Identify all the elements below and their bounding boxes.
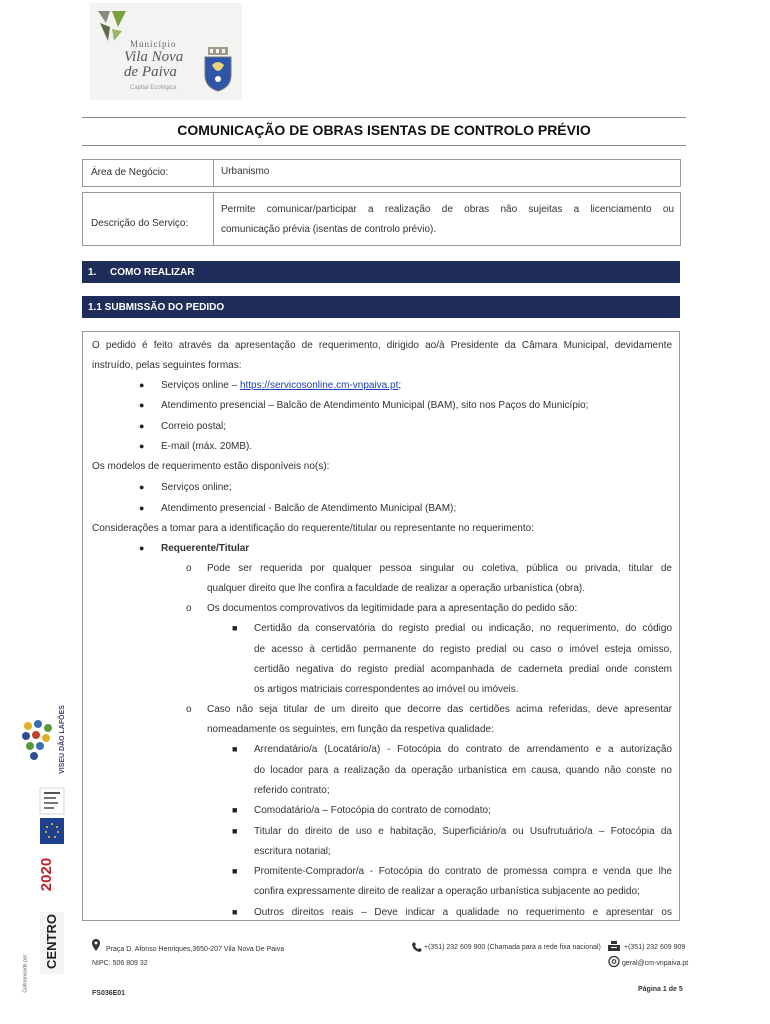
model-online: Serviços online;: [161, 482, 232, 493]
area-value: Urbanismo: [221, 166, 270, 177]
email-icon: [608, 956, 620, 967]
considerations-text: Considerações a tomar para a identificação do requerente/titular ou representante no requerimento:: [92, 523, 534, 534]
footer-fax: +(351) 232 609 909: [624, 944, 686, 951]
tit-line2: escritura notarial;: [254, 846, 331, 857]
circle-bullet-icon: o: [186, 603, 192, 614]
models-intro: Os modelos de requerimento estão disponíveis no(s):: [92, 461, 330, 472]
circle-bullet-icon: o: [186, 704, 192, 715]
square-bullet-icon: ■: [232, 866, 238, 876]
portugal-2020-logo: [40, 852, 64, 898]
bullet-icon: ●: [139, 482, 145, 492]
arr-line2: do locador para a realização da operação urbanística em causa, quando não conste no: [254, 765, 672, 776]
viseu-dao-lafoes-logo: [52, 705, 66, 774]
description-divider: [213, 193, 214, 245]
title-bottom-rule: [82, 145, 686, 146]
area-table: [82, 159, 681, 187]
portugal-2020-text: 2020: [38, 857, 56, 892]
outros-line1: Outros direitos reais – Deve indicar a qualidade no requerimento e apresentar os: [254, 907, 672, 918]
logo-text-vila-nova: Vila Nova de Paiva: [124, 49, 184, 80]
cert-line3: certidão negativa do registo predial acompanhada de caderneta predial onde constem: [254, 664, 672, 675]
logo-tagline: Capital Ecológica: [130, 85, 177, 91]
cert-line2: de acesso à certidão permanente do registo predial ou caso o imóvel esteja omisso,: [254, 644, 672, 655]
centro-2020-logo: [40, 912, 64, 974]
description-value-line2: comunicação prévia (isentas de controlo prévio).: [221, 224, 437, 235]
prom-line2: confira expressamente direito de realizar a operação urbanística subjacente ao pedido;: [254, 886, 640, 897]
section-number: 1.: [88, 266, 97, 278]
area-label: Área de Negócio:: [91, 167, 169, 178]
footer-phone: +(351) 232 609 900 (Chamada para a rede fixa nacional): [424, 944, 601, 951]
vnp-leaf-icon: [96, 9, 130, 43]
phone-icon: [412, 942, 422, 952]
square-bullet-icon: ■: [232, 826, 238, 836]
comodatario-text: Comodatário/a – Fotocópia do contrato de comodato;: [254, 805, 491, 816]
intro-line2: instruído, pelas seguintes formas:: [92, 360, 242, 371]
cert-line1: Certidão da conservatória do registo predial ou indicação, no requerimento, do código: [254, 623, 672, 634]
square-bullet-icon: ■: [232, 805, 238, 815]
page-title: COMUNICAÇÃO DE OBRAS ISENTAS DE CONTROLO PRÉVIO: [177, 122, 591, 138]
prom-line1: Promitente-Comprador/a - Fotocópia do contrato de promessa compra e venda que lhe: [254, 866, 672, 877]
area-divider: [213, 160, 214, 186]
circle-bullet-icon: o: [186, 563, 192, 574]
section-title: COMO REALIZAR: [110, 266, 195, 278]
eu-flag-icon: [40, 818, 64, 844]
cofinanciado-label: [20, 950, 34, 1000]
square-bullet-icon: ■: [232, 744, 238, 754]
title-top-rule: [82, 117, 686, 118]
description-value-line1: Permite comunicar/participar a realização de obras não sujeitas a licenciamento ou: [221, 204, 674, 215]
r3-line1: Caso não seja titular de um direito que decorre das certidões acima referidas, deve apresentar: [207, 704, 672, 715]
tit-line1: Titular do direito de uso e habitação, Superficiário/a ou Usufrutuário/a – Fotocópia da: [254, 826, 672, 837]
r2-text: Os documentos comprovativos da legitimidade para a apresentação do pedido são:: [207, 603, 578, 614]
eu-funding-logo-icon: [40, 788, 64, 814]
requerente-heading: Requerente/Titular: [161, 543, 250, 554]
viseu-dao-lafoes-text: VISEU DÃO LAFÕES: [58, 705, 66, 774]
fax-icon: [608, 941, 620, 952]
bullet-icon: ●: [139, 421, 145, 431]
municipality-logo: [90, 3, 242, 100]
square-bullet-icon: ■: [232, 623, 238, 633]
intro-line1: O pedido é feito através da apresentação de requerimento, dirigido ao/à Presidente da Câmara Municipal, devidamente: [92, 340, 672, 351]
way-presencial: Atendimento presencial – Balcão de Atendimento Municipal (BAM), sito nos Paços do Município;: [161, 400, 589, 411]
description-label: Descrição do Serviço:: [91, 218, 189, 229]
bullet-icon: ●: [139, 380, 145, 390]
content-box: [82, 331, 680, 921]
way-correio: Correio postal;: [161, 421, 227, 432]
coat-of-arms-icon: [202, 47, 234, 93]
r1-line1: Pode ser requerida por qualquer pessoa singular ou coletiva, pública ou privada, titular de: [207, 563, 672, 574]
square-bullet-icon: ■: [232, 907, 238, 917]
way-email: E-mail (máx. 20MB).: [161, 441, 253, 452]
cert-line4: os artigos matriciais correspondentes ao imóvel ou imóveis.: [254, 684, 519, 695]
arr-line3: referido contrato;: [254, 785, 330, 796]
bullet-icon: ●: [139, 441, 145, 451]
bullet-icon: ●: [139, 543, 145, 553]
r1-line2: qualquer direito que lhe confira a faculdade de realizar a operação urbanística (obra).: [207, 583, 586, 594]
arr-line1: Arrendatário/a (Locatário/a) - Fotocópia do contrato de arrendamento e a autorização: [254, 744, 672, 755]
bullet-icon: ●: [139, 503, 145, 513]
logo-text-municipio: Município: [130, 39, 177, 49]
footer-nipc: NIPC: 506 809 32: [92, 960, 148, 967]
way-online: Serviços online – https://servicosonline.cm-vnpaiva.pt;: [161, 380, 402, 391]
footer-email: geral@cm-vnpaiva.pt: [622, 960, 689, 967]
r3-line2: nomeadamente os seguintes, em função da respetiva qualidade:: [207, 724, 494, 735]
page-number: Página 1 de 5: [638, 986, 683, 993]
servicos-online-link[interactable]: https://servicosonline.cm-vnpaiva.pt: [239, 380, 399, 391]
description-table: [82, 192, 681, 246]
subsection-heading-submissao: [82, 296, 680, 318]
model-presencial: Atendimento presencial - Balcão de Atendimento Municipal (BAM);: [161, 503, 457, 514]
subsection-title: 1.1 SUBMISSÃO DO PEDIDO: [88, 301, 225, 313]
bullet-icon: ●: [139, 400, 145, 410]
cofinanciado-text: Cofinanciado por:: [22, 953, 29, 993]
location-pin-icon: [92, 939, 100, 951]
centro-text: CENTRO: [43, 914, 59, 969]
section-heading-como-realizar: [82, 261, 680, 283]
footer-address: Praça D. Afonso Henriques,3650-207 Vila Nova De Paiva: [106, 946, 285, 953]
document-code: FS036E01: [92, 990, 126, 997]
